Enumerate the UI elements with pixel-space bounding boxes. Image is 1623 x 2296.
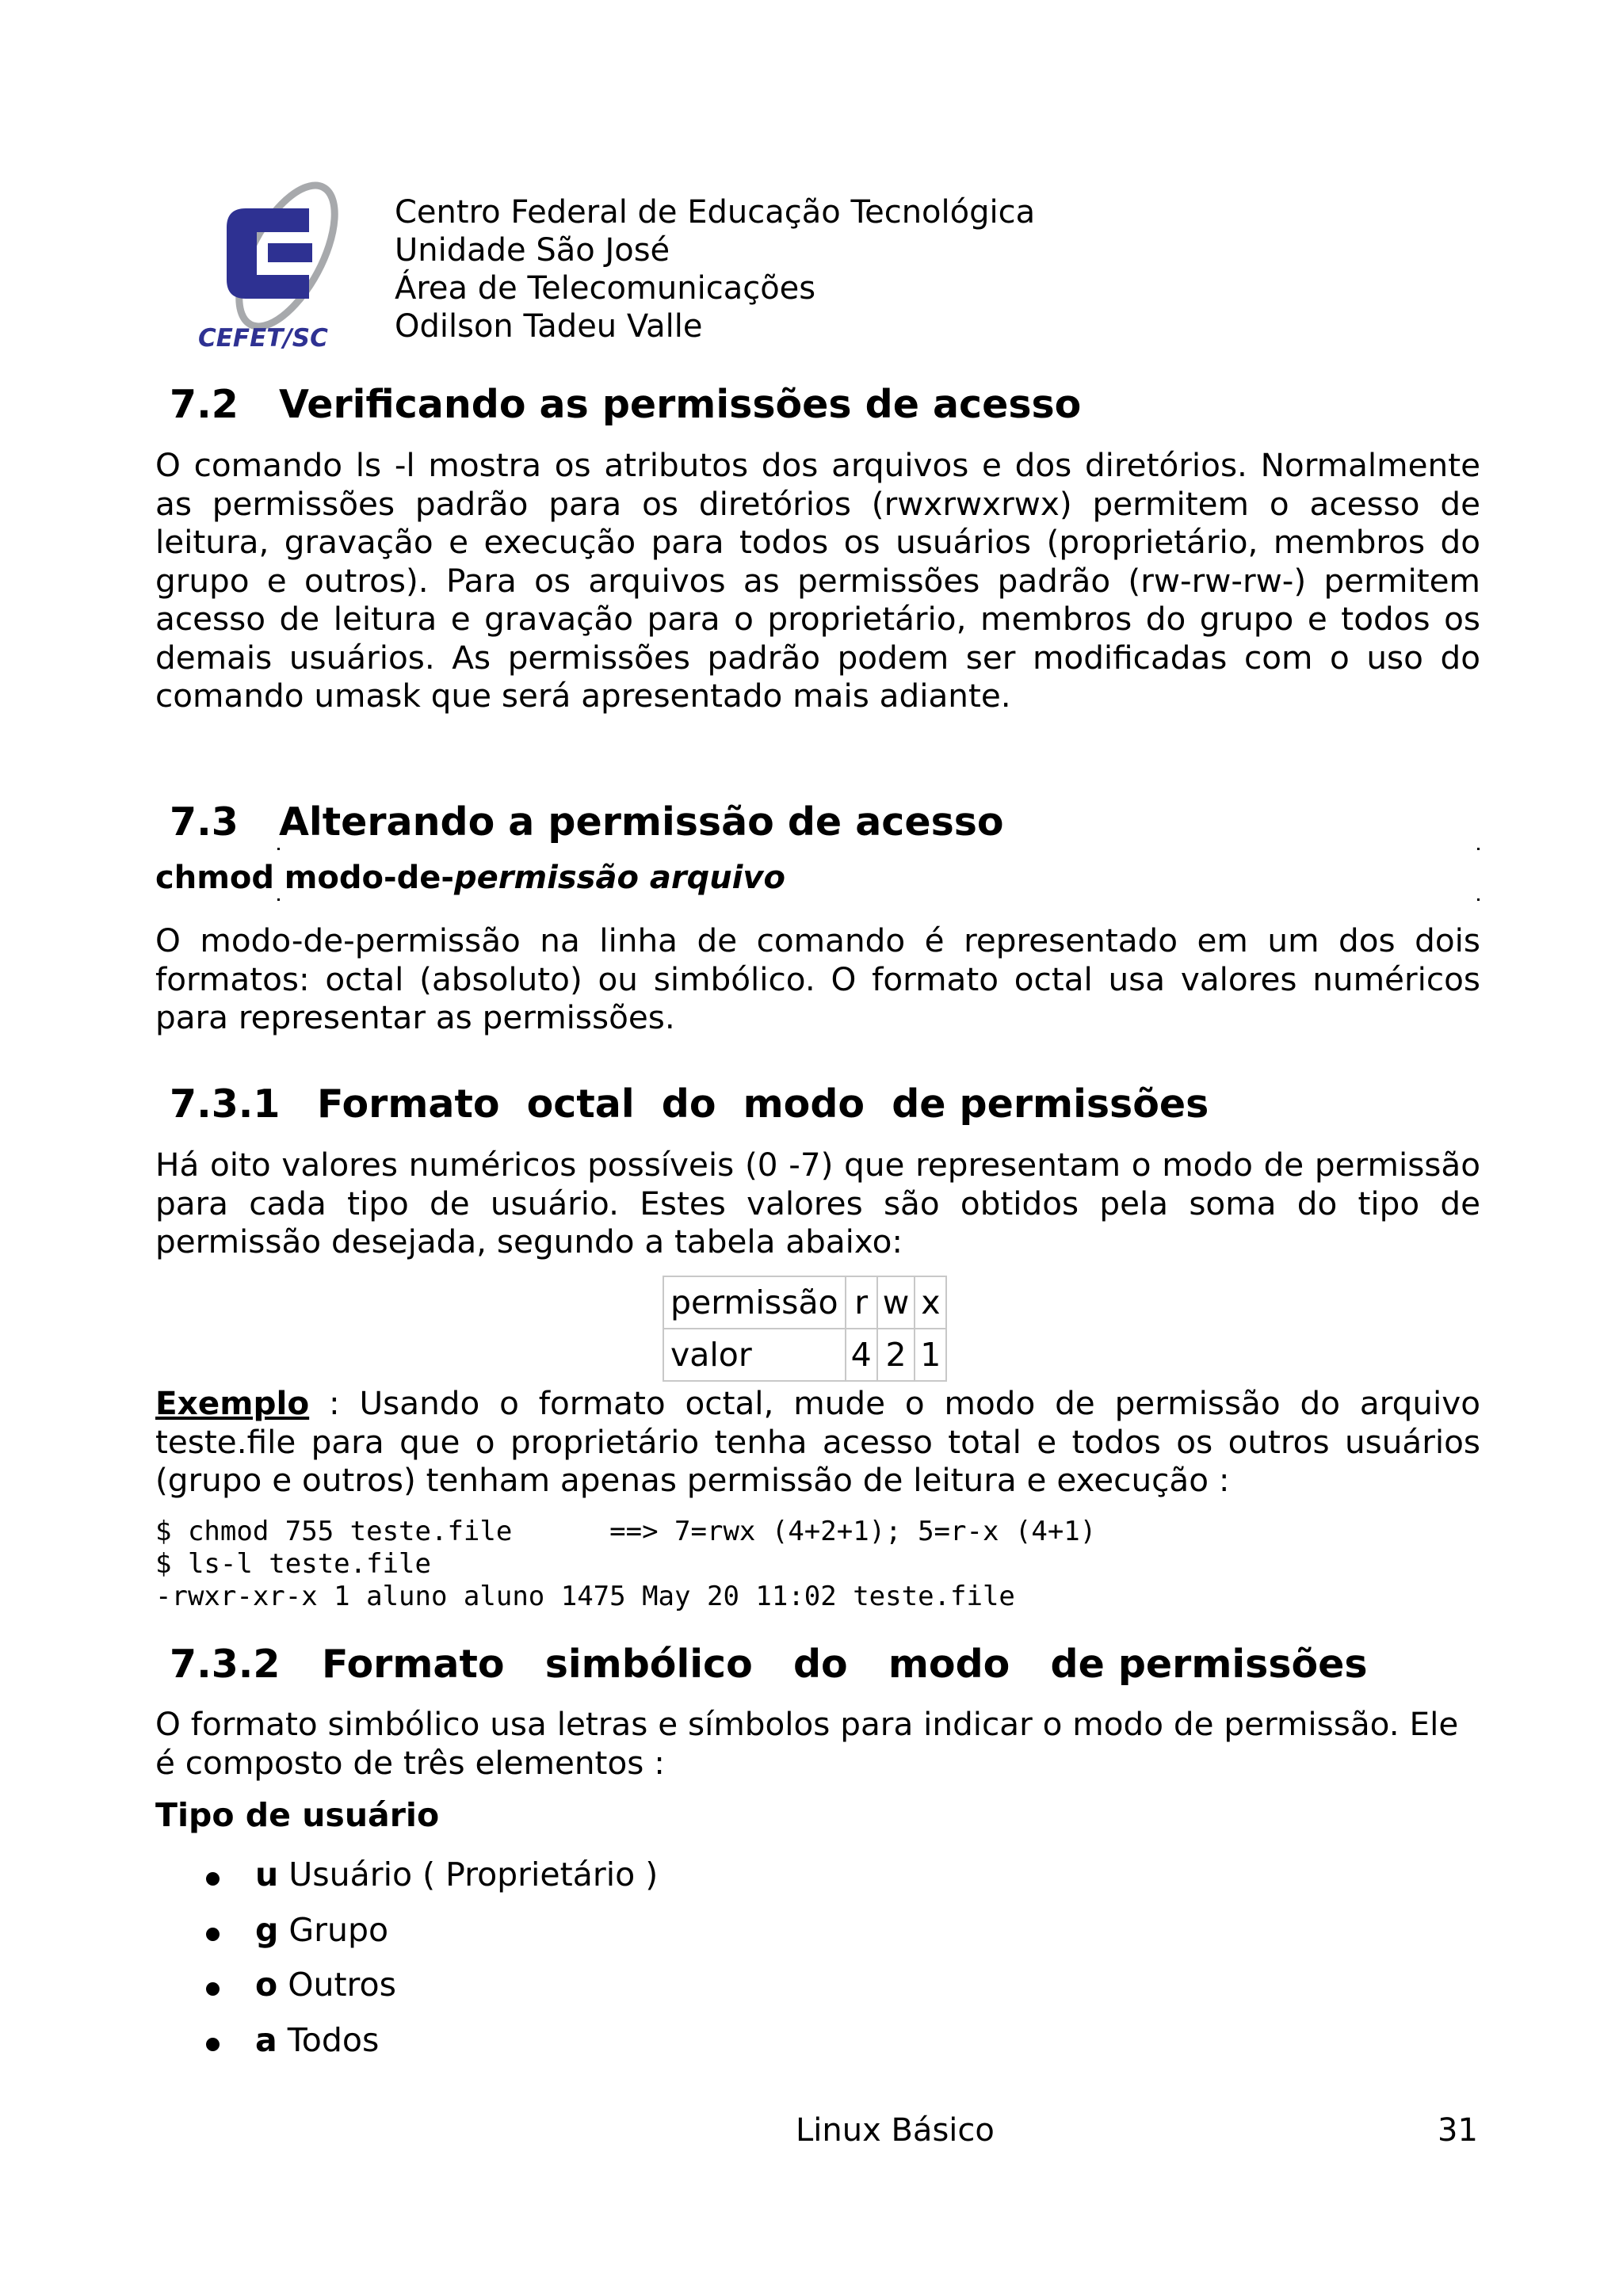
table-cell: r xyxy=(846,1276,877,1329)
table-row xyxy=(663,1276,946,1329)
header-line: Unidade São José xyxy=(395,232,670,269)
page-number: 31 xyxy=(1438,2112,1478,2149)
user-key: u xyxy=(255,1855,279,1894)
section-number: 7.3.1 xyxy=(170,1081,281,1127)
section-heading-7-3 xyxy=(170,799,1004,845)
user-key: o xyxy=(255,1966,278,2004)
table-cell: valor xyxy=(663,1329,846,1381)
cefet-logo xyxy=(190,162,380,353)
list-item xyxy=(206,1903,658,1958)
table-cell: 2 xyxy=(877,1329,915,1381)
bullet-icon xyxy=(206,1928,220,1941)
header-line: Centro Federal de Educação Tecnológica xyxy=(395,194,1036,231)
table-cell: x xyxy=(915,1276,946,1329)
user-key: a xyxy=(255,2020,277,2059)
chmod-syntax xyxy=(155,860,785,896)
bullet-icon xyxy=(206,1872,220,1886)
section-title: Formato octal do modo de permissões xyxy=(317,1081,1209,1127)
user-type-subheading: Tipo de usuário xyxy=(155,1796,440,1834)
section-heading-7-3-2 xyxy=(170,1642,1368,1687)
user-desc: Outros xyxy=(277,1966,396,2004)
institution-header xyxy=(395,193,1035,345)
header-line: Odilson Tadeu Valle xyxy=(395,308,703,345)
header-line: Área de Telecomunicações xyxy=(395,270,816,307)
permission-value-table xyxy=(663,1276,947,1382)
syntax-args: permissão arquivo xyxy=(453,860,785,896)
user-type-list xyxy=(206,1848,658,2068)
terminal-example: $ chmod 755 teste.file ==> 7=rwx (4+2+1); 5=r-x (4+1) $ ls-l teste.file -rwxr-xr-x 1 aluno aluno 1475 May 20 11:02 teste.file xyxy=(155,1516,1097,1612)
example-label: Exemplo xyxy=(155,1384,310,1422)
section-7-3-paragraph: O modo-de-permissão na linha de comando é representado em um dos dois formatos: octal (absoluto) ou simbólico. O formato octal usa valores numéricos para representar as permissões. xyxy=(155,921,1480,1036)
section-7-3-1-paragraph: Há oito valores numéricos possíveis (0 -7) que representam o modo de permissão para cada tipo de usuário. Estes valores são obtidos pela soma do tipo de permissão desejada, segundo a tabela abaixo: xyxy=(155,1146,1480,1261)
section-title: Alterando a permissão de acesso xyxy=(279,799,1004,845)
user-desc: Todos xyxy=(277,2020,380,2059)
section-number: 7.2 xyxy=(170,382,239,427)
syntax-command: chmod xyxy=(155,860,274,896)
table-cell: w xyxy=(877,1276,915,1329)
section-heading-7-2 xyxy=(170,382,1081,427)
section-title: Formato simbólico do modo de permissões xyxy=(322,1642,1368,1687)
user-key: g xyxy=(255,1910,279,1949)
section-title: Verificando as permissões de acesso xyxy=(279,382,1082,427)
section-heading-7-3-1 xyxy=(170,1081,1209,1127)
footer-title: Linux Básico xyxy=(796,2112,995,2149)
frame-mark xyxy=(277,898,280,901)
example-paragraph xyxy=(155,1384,1480,1500)
user-desc: Grupo xyxy=(278,1910,389,1949)
table-cell: 4 xyxy=(846,1329,877,1381)
bullet-icon xyxy=(206,1982,220,1996)
list-item xyxy=(206,2013,658,2069)
section-number: 7.3.2 xyxy=(170,1642,281,1687)
table-row xyxy=(663,1329,946,1381)
logo-text: CEFET/SC xyxy=(198,324,328,353)
list-item xyxy=(206,1958,658,2013)
syntax-mode: modo-de- xyxy=(284,860,454,896)
bullet-icon xyxy=(206,2038,220,2051)
frame-mark xyxy=(1477,848,1480,850)
list-item xyxy=(206,1848,658,1903)
table-cell: 1 xyxy=(915,1329,946,1381)
frame-mark xyxy=(277,848,280,850)
user-desc: Usuário ( Proprietário ) xyxy=(278,1855,659,1894)
section-7-3-2-paragraph: O formato simbólico usa letras e símbolos para indicar o modo de permissão. Ele é composto de três elementos : xyxy=(155,1705,1459,1782)
section-7-2-paragraph: O comando ls -l mostra os atributos dos arquivos e dos diretórios. Normalmente as permissões padrão para os diretórios (rwxrwxrwx) permitem o acesso de leitura, gravação e execução para todos os usuários (proprietário, membros do grupo e outros). Para os arquivos as permissões padrão (rw-rw-rw-) permitem acesso de leitura e gravação para o proprietário, membros do grupo e todos os demais usuários. As permissões padrão podem ser modificadas com o uso do comando umask que será apresentado mais adiante. xyxy=(155,446,1480,715)
section-number: 7.3 xyxy=(170,799,239,845)
frame-mark xyxy=(1477,898,1480,901)
example-text: : Usando o formato octal, mude o modo de permissão do arquivo teste.file para que o proprietário tenha acesso total e todos os outros usuários (grupo e outros) tenham apenas permissão de leitura e execução : xyxy=(155,1384,1480,1499)
table-cell: permissão xyxy=(663,1276,846,1329)
